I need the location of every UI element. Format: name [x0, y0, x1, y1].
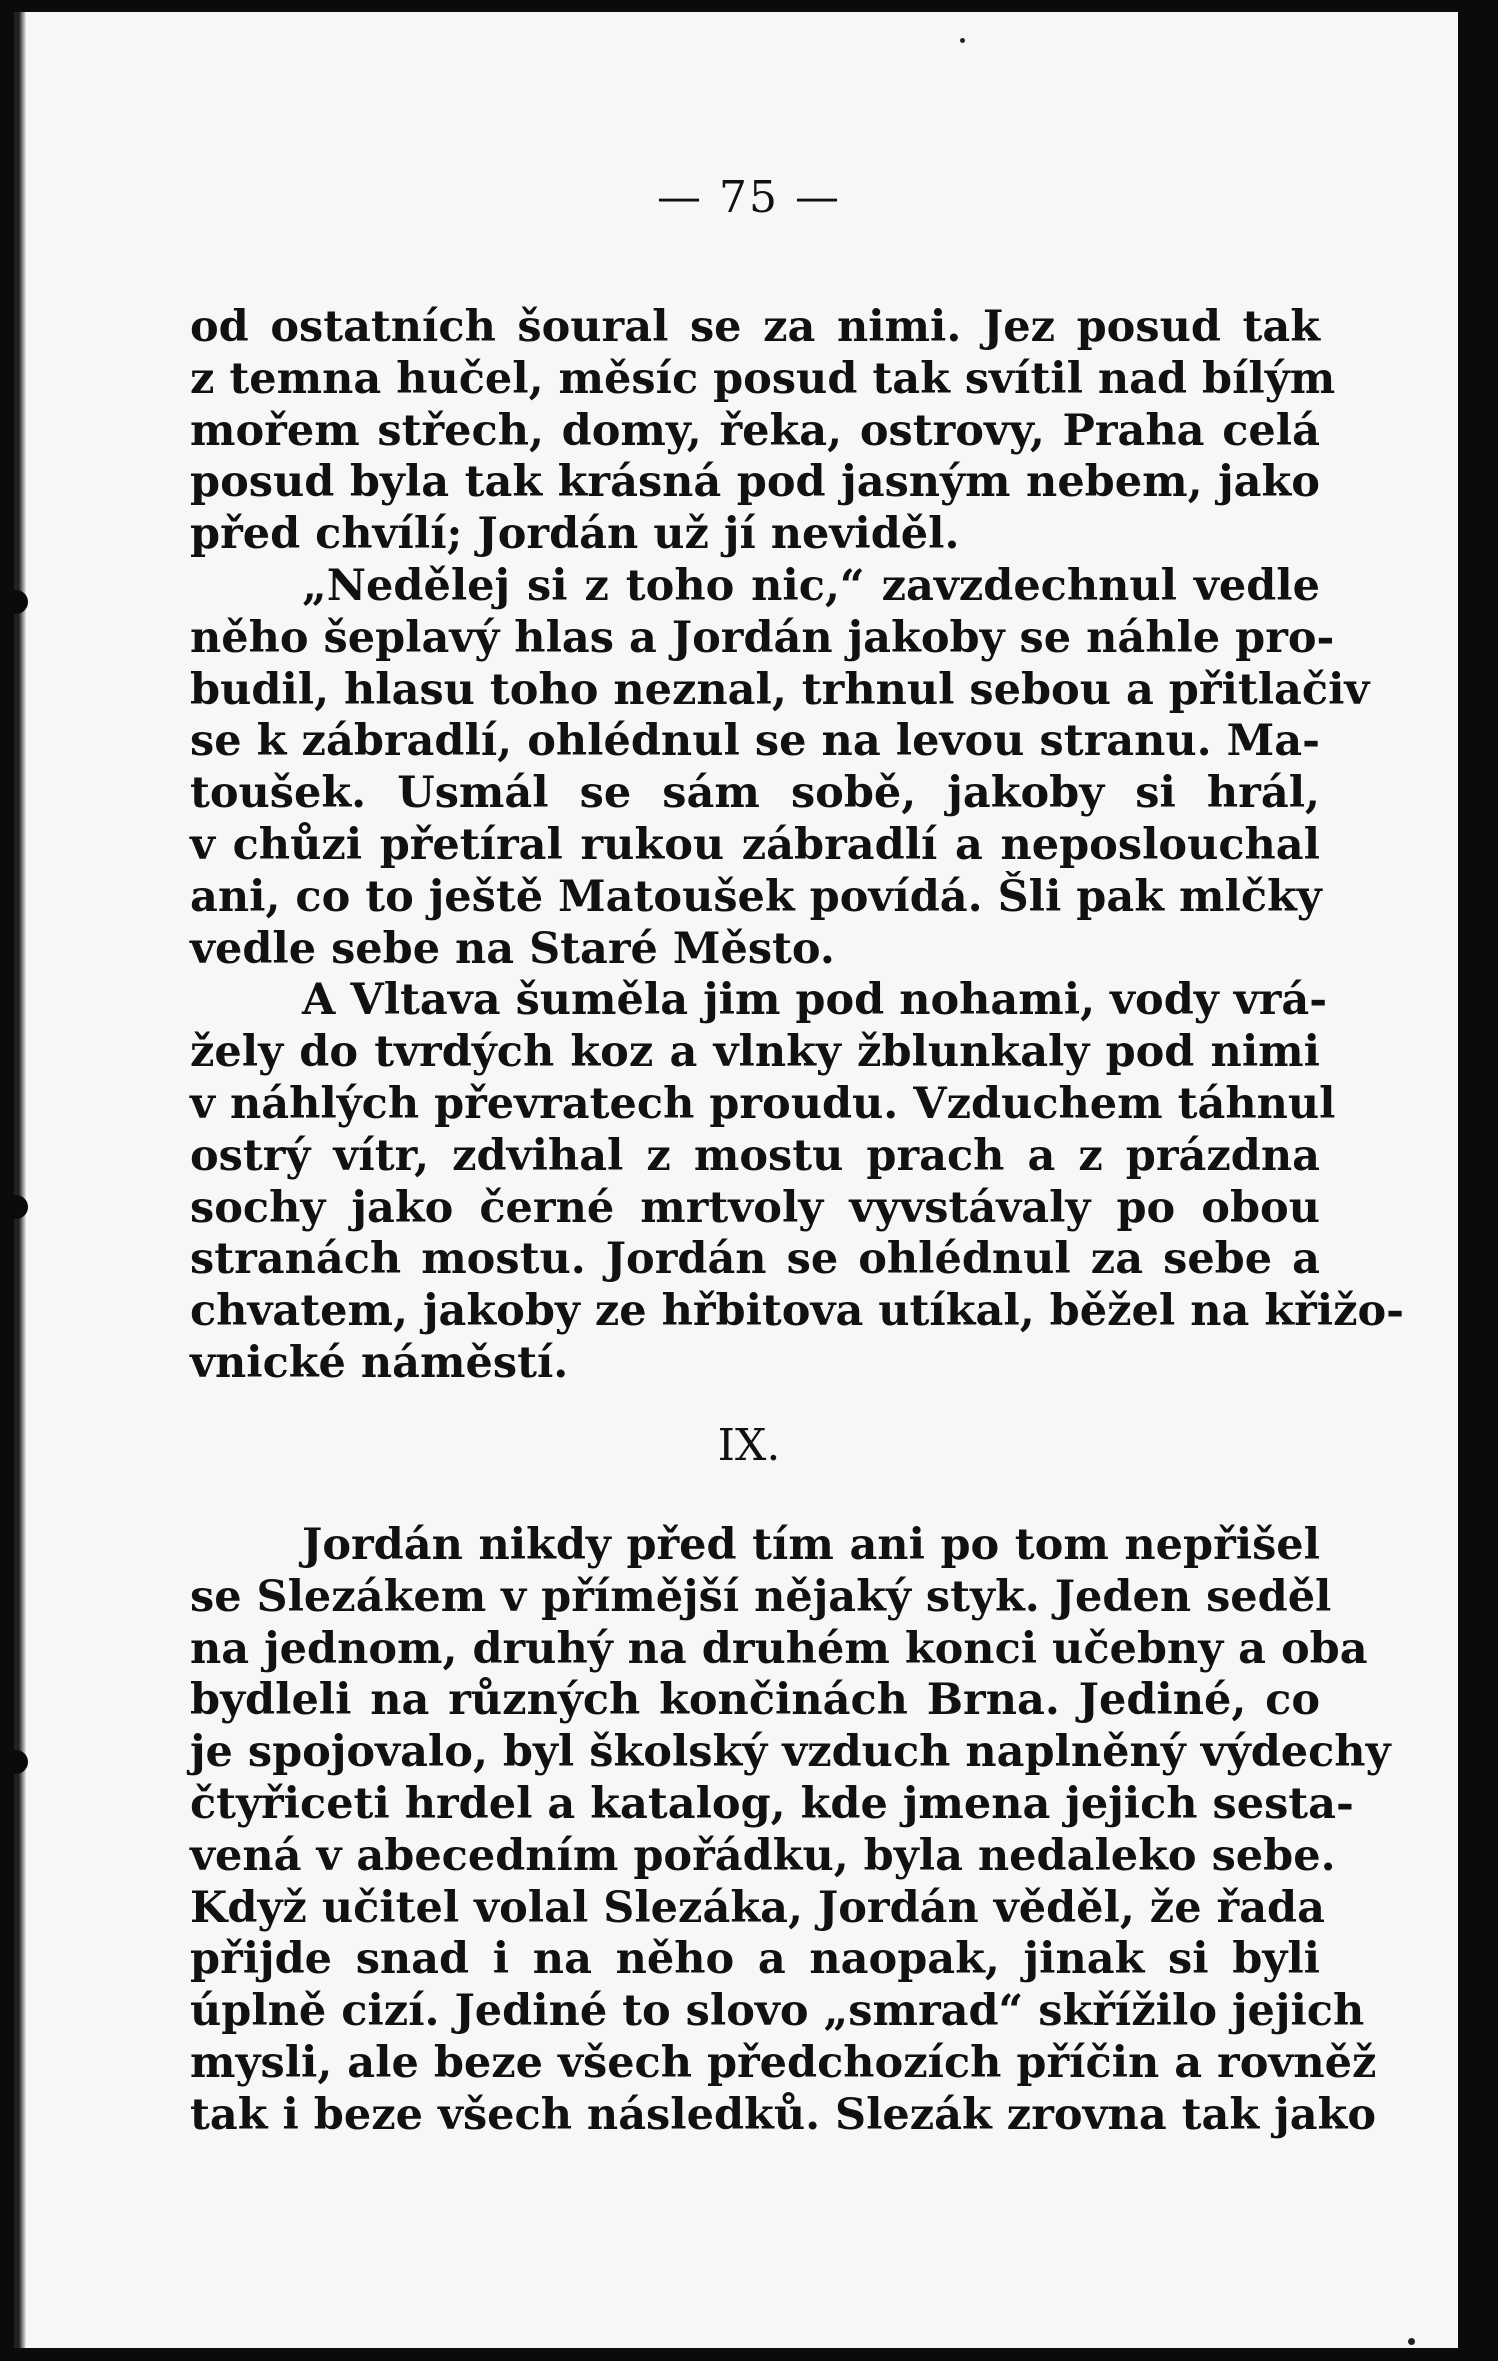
text-line: vedle sebe na Staré Město.	[190, 923, 835, 974]
text-line: mořem střech, domy, řeka, ostrovy, Praha celá	[190, 405, 1320, 456]
text-line: Jordán nikdy před tím ani po tom nepřišel	[302, 1520, 1320, 1570]
text-line: z temna hučel, měsíc posud tak svítil nad bílým	[190, 353, 1336, 404]
text-line: čtyřiceti hrdel a katalog, kde jmena jejich sesta-	[190, 1778, 1354, 1829]
paragraph-4	[190, 1520, 1391, 2142]
text-line: úplně cizí. Jediné to slovo „smrad“ skřížilo jejich	[190, 1986, 1365, 2037]
paper-speck	[1408, 2338, 1415, 2345]
text-line: v chůzi přetíral rukou zábradlí a neposlouchal	[190, 819, 1320, 870]
text-line: se Slezákem v přímější nějaký styk. Jeden seděl	[190, 1571, 1332, 1622]
text-line: před chvílí; Jordán už jí neviděl.	[190, 509, 960, 560]
text-line: ani, co to ještě Matoušek povídá. Šli pak mlčky	[190, 871, 1322, 922]
text-line: přijde snad i na něho a naopak, jinak si byli	[190, 1934, 1320, 1985]
text-line: toušek. Usmál se sám sobě, jakoby si hrál,	[190, 768, 1320, 819]
page-number: — 75 —	[657, 172, 841, 223]
text-line: vená v abecedním pořádku, byla nedaleko sebe.	[190, 1830, 1336, 1881]
text-line: v náhlých převratech proudu. Vzduchem táhnul	[190, 1078, 1336, 1129]
binding-mark	[2, 1750, 28, 1774]
text-line: od ostatních šoural se za nimi. Jez posud tak	[190, 302, 1320, 352]
text-line: mysli, ale beze všech předchozích příčin a rovněž	[190, 2037, 1377, 2088]
text-line: se k zábradlí, ohlédnul se na levou stranu. Ma-	[190, 716, 1320, 767]
text-line: stranách mostu. Jordán se ohlédnul za sebe a	[190, 1234, 1320, 1285]
page-binding-edge	[14, 12, 26, 2348]
text-line: bydleli na různých končinách Brna. Jediné, co	[190, 1675, 1320, 1726]
paragraph-1	[190, 302, 1405, 1390]
text-line: tak i beze všech následků. Slezák zrovna tak jako	[190, 2089, 1377, 2140]
text-line: „Nedělej si z toho nic,“ zavzdechnul vedle	[302, 560, 1320, 611]
text-line: žely do tvrdých koz a vlnky žblunkaly pod nimi	[190, 1027, 1320, 1078]
text-line: chvatem, jakoby ze hřbitova utíkal, běžel na křižo-	[190, 1286, 1405, 1337]
text-line: Když učitel volal Slezáka, Jordán věděl, že řada	[190, 1882, 1325, 1933]
binding-mark	[2, 1195, 28, 1219]
text-line: je spojovalo, byl školský vzduch naplněný výdechy	[190, 1727, 1391, 1778]
text-line: na jednom, druhý na druhém konci učebny a oba	[190, 1623, 1368, 1674]
text-line: něho šeplavý hlas a Jordán jakoby se náhle pro-	[190, 612, 1335, 663]
binding-mark	[2, 590, 28, 614]
text-line: posud byla tak krásná pod jasným nebem, jako	[190, 457, 1320, 508]
paper-speck	[960, 38, 965, 43]
text-line: budil, hlasu toho neznal, trhnul sebou a přitlačiv	[190, 664, 1370, 715]
text-line: sochy jako černé mrtvoly vyvstávaly po obou	[190, 1182, 1320, 1233]
text-line: vnické náměstí.	[190, 1337, 569, 1388]
chapter-heading: IX.	[717, 1420, 781, 1471]
text-line: A Vltava šuměla jim pod nohami, vody vrá-	[302, 975, 1328, 1026]
text-line: ostrý vítr, zdvihal z mostu prach a z prázdna	[190, 1130, 1320, 1181]
